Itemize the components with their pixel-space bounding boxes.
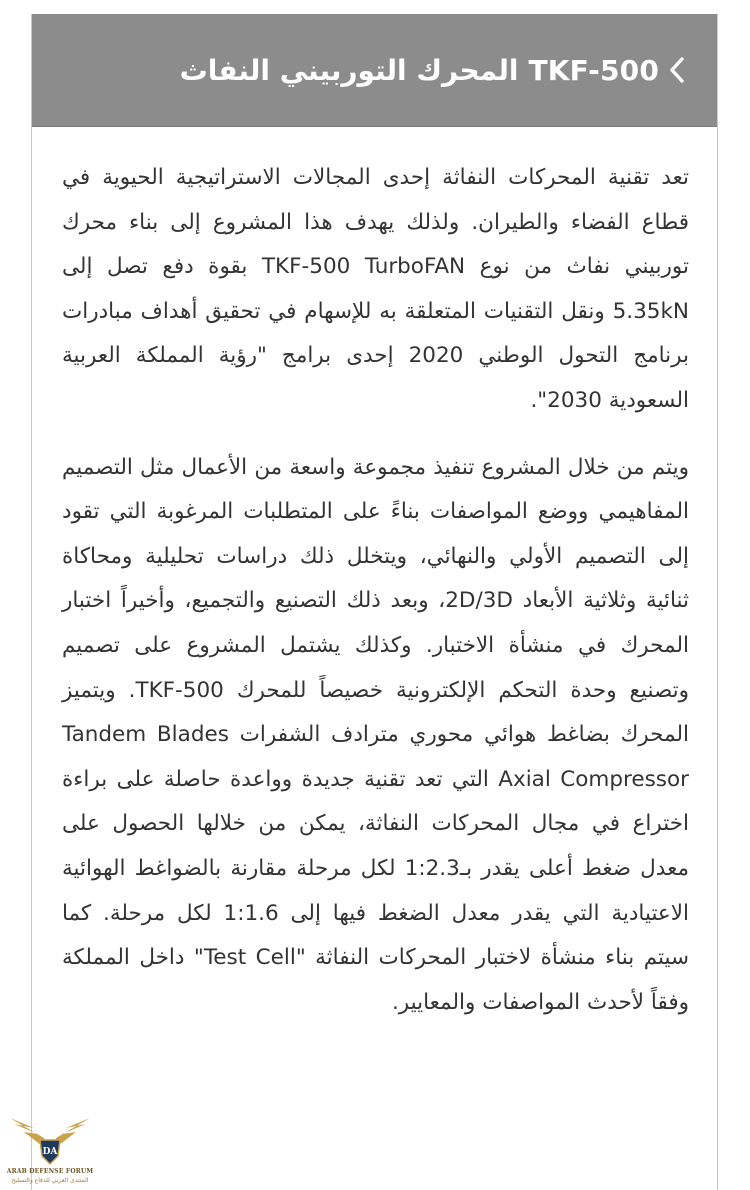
- page-title: TKF-500 المحرك التوربيني النفاث: [179, 53, 659, 87]
- paragraph-1: تعد تقنية المحركات النفاثة إحدى المجالات الاستراتيجية الحيوية في قطاع الفضاء والطيران. ولذلك يهدف هذا المشروع إلى بناء محرك توربيني نفاث من نوع TKF-500 TurboFAN بقوة دفع تصل إلى 5.35kN ونقل التقنيات المتعلقة به للإسهام في تحقيق أهداف مبادرات برنامج التحول الوطني 2020 إحدى برامج "رؤية المملكة العربية السعودية 2030".: [62, 165, 689, 413]
- header-bar: [32, 14, 717, 127]
- eagle-emblem-icon: [4, 1118, 96, 1170]
- watermark-subtitle: المنتدى العربي للدفاع والتسليح: [11, 1177, 89, 1184]
- chevron-left-icon[interactable]: [667, 53, 687, 87]
- watermark-brand: ARAB DEFENSE FORUM: [6, 1168, 94, 1175]
- article-body: [62, 156, 689, 1047]
- article-card: [31, 14, 718, 1190]
- emblem-text: DA: [42, 1147, 58, 1157]
- watermark-logo: [4, 1118, 96, 1188]
- paragraph-2: ويتم من خلال المشروع تنفيذ مجموعة واسعة من الأعمال مثل التصميم المفاهيمي ووضع المواصفات بناءً على المتطلبات المرغوبة التي تقود إلى التصميم الأولي والنهائي، ويتخلل ذلك دراسات تحليلية ومحاكاة ثنائية وثلاثية الأبعاد 2D/3D، وبعد ذلك التصنيع والتجميع، وأخيراً اختبار المحرك في منشأة الاختبار. وكذلك يشتمل المشروع على تصميم وتصنيع وحدة التحكم الإلكترونية خصيصاً للمحرك TKF-500. ويتميز المحرك بضاغط هوائي محوري مترادف الشفرات Tandem Blades Axial Compressor التي تعد تقنية جديدة وواعدة حاصلة على براءة اختراع في مجال المحركات النفاثة، يمكن من خلالها الحصول على معدل ضغط أعلى يقدر بـ1:2.3 لكل مرحلة مقارنة بالضواغط الهوائية الاعتيادية التي يقدر معدل الضغط فيها إلى 1:1.6 لكل مرحلة. كما سيتم بناء منشأة لاختبار المحركات النفاثة "Test Cell" داخل المملكة وفقاً لأحدث المواصفات والمعايير.: [62, 454, 689, 1015]
